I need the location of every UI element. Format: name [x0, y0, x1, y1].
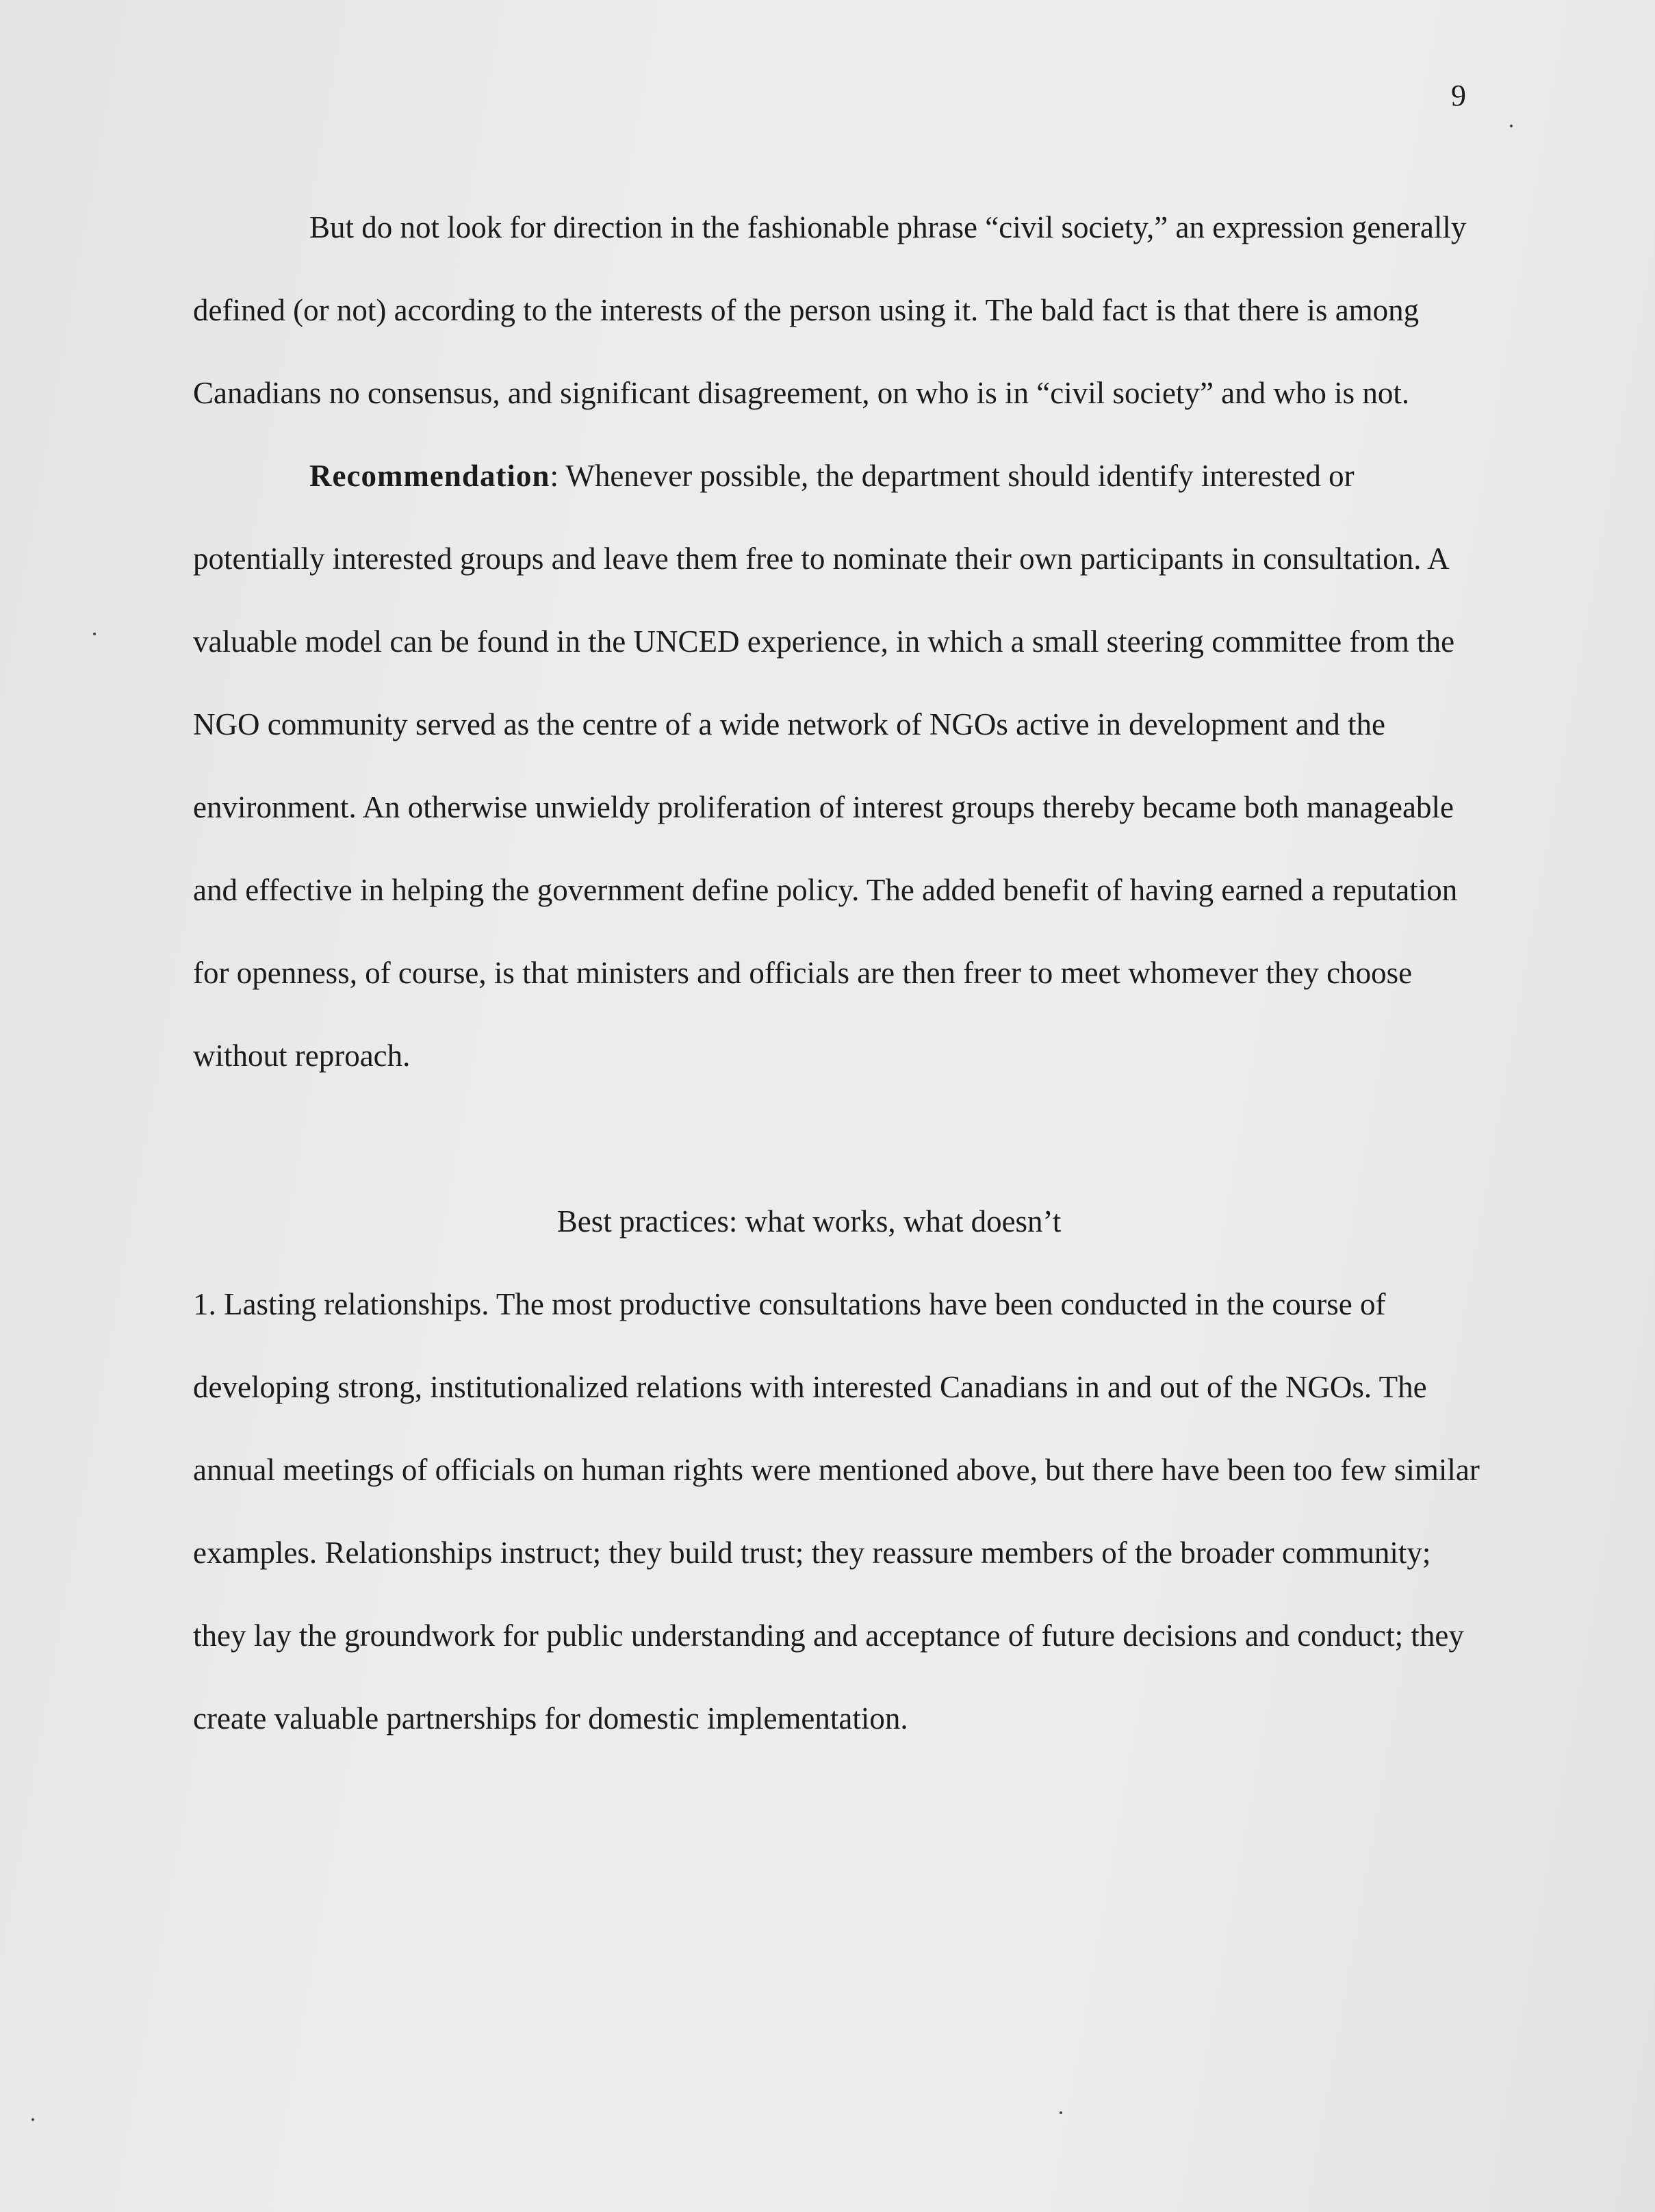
recommendation-label: Recommendation	[309, 459, 550, 493]
paper-speck	[93, 633, 96, 635]
paragraph-lasting-relationships: 1. Lasting relationships. The most productive consultations have been conducted in the course of developing strong, institutionalized relations with interested Canadians in and out of the NGOs. The annual meetings of officials on human rights were mentioned above, but there have been too few similar examples. Relationships instruct; they build trust; they reassure members of the broader community; they lay the groundwork for public understanding and acceptance of future decisions and conduct; they create valuable partnerships for domestic implementation.	[193, 1287, 1480, 1736]
section-heading: Best practices: what works, what doesn’t	[556, 1204, 1062, 1238]
paper-speck	[31, 2118, 34, 2121]
paper-speck	[1060, 2111, 1062, 2114]
page-number: 9	[1451, 79, 1466, 112]
body-text	[193, 186, 1480, 1760]
paragraph-civil-society: But do not look for direction in the fashionable phrase “civil society,” an expression generally defined (or not) according to the interests of the person using it. The bald fact is that there is among Canadians no consensus, and significant disagreement, on who is in “civil society” and who is not.	[193, 210, 1467, 410]
paper-speck	[1510, 125, 1513, 127]
paragraph-recommendation	[193, 435, 1480, 1097]
recommendation-text: : Whenever possible, the department should identify interested or potentially interested groups and leave them free to nominate their own participants in consultation. A valuable model can be found in the UNCED experience, in which a small steering committee from the NGO community served as the centre of a wide network of NGOs active in development and the environment. An otherwise unwieldy proliferation of interest groups thereby became both manageable and effective in helping the government define policy. The added benefit of having earned a reputation for openness, of course, is that ministers and officials are then freer to meet whomever they choose without reproach.	[193, 459, 1458, 1073]
